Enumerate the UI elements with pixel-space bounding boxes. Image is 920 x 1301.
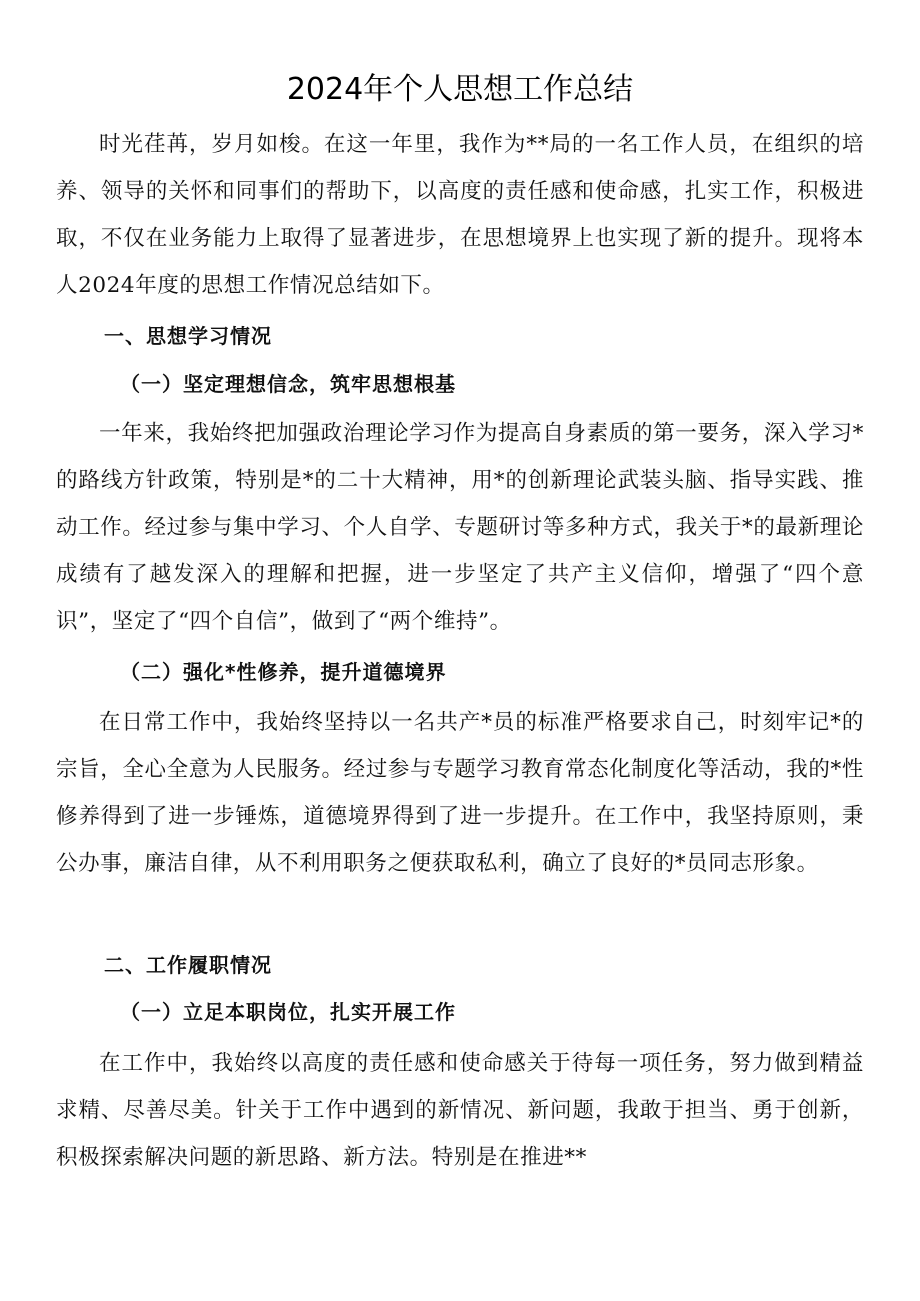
section-1-sub-1-body: 一年来，我始终把加强政治理论学习作为提高自身素质的第一要务，深入学习*的路线方针政策，特别是*的二十大精神，用*的创新理论武装头脑、指导实践、推动工作。经过参与集中学习、个人自学、专题研讨等多种方式，我关于*的最新理论成绩有了越发深入的理解和把握，进一步坚定了共产主义信仰，增强了“四个意识”，坚定了“四个自信”，做到了“两个维持”。 (56, 421, 864, 634)
section-1-sub-1-heading: （一）坚定理想信念，筑牢思想根基 (120, 372, 456, 396)
section-2-sub-1-body: 在工作中，我始终以高度的责任感和使命感关于待每一项任务，努力做到精益求精、尽善尽美。针关于工作中遇到的新情况、新问题，我敢于担当、勇于创新，积极探索解决问题的新思路、新方法。特别是在推进** (56, 1051, 864, 1170)
section-2-sub-1-heading: （一）立足本职岗位，扎实开展工作 (120, 1000, 456, 1024)
section-1-sub-2-heading: （二）强化*性修养，提升道德境界 (120, 660, 447, 684)
section-2-heading: 二、工作履职情况 (104, 953, 272, 977)
document-title: 2024年个人思想工作总结 (286, 72, 634, 107)
intro-paragraph: 时光荏苒，岁月如梭。在这一年里，我作为**局的一名工作人员，在组织的培养、领导的关怀和同事们的帮助下，以高度的责任感和使命感，扎实工作，积极进取，不仅在业务能力上取得了显著进步，在思想境界上也实现了新的提升。现将本人2024年度的思想工作情况总结如下。 (56, 132, 864, 298)
section-1-heading: 一、思想学习情况 (104, 324, 272, 348)
section-1-sub-2-body: 在日常工作中，我始终坚持以一名共产*员的标准严格要求自己，时刻牢记*的宗旨，全心全意为人民服务。经过参与专题学习教育常态化制度化等活动，我的*性修养得到了进一步锤炼，道德境界得到了进一步提升。在工作中，我坚持原则，秉公办事，廉洁自律，从不利用职务之便获取私利，确立了良好的*员同志形象。 (56, 710, 864, 876)
